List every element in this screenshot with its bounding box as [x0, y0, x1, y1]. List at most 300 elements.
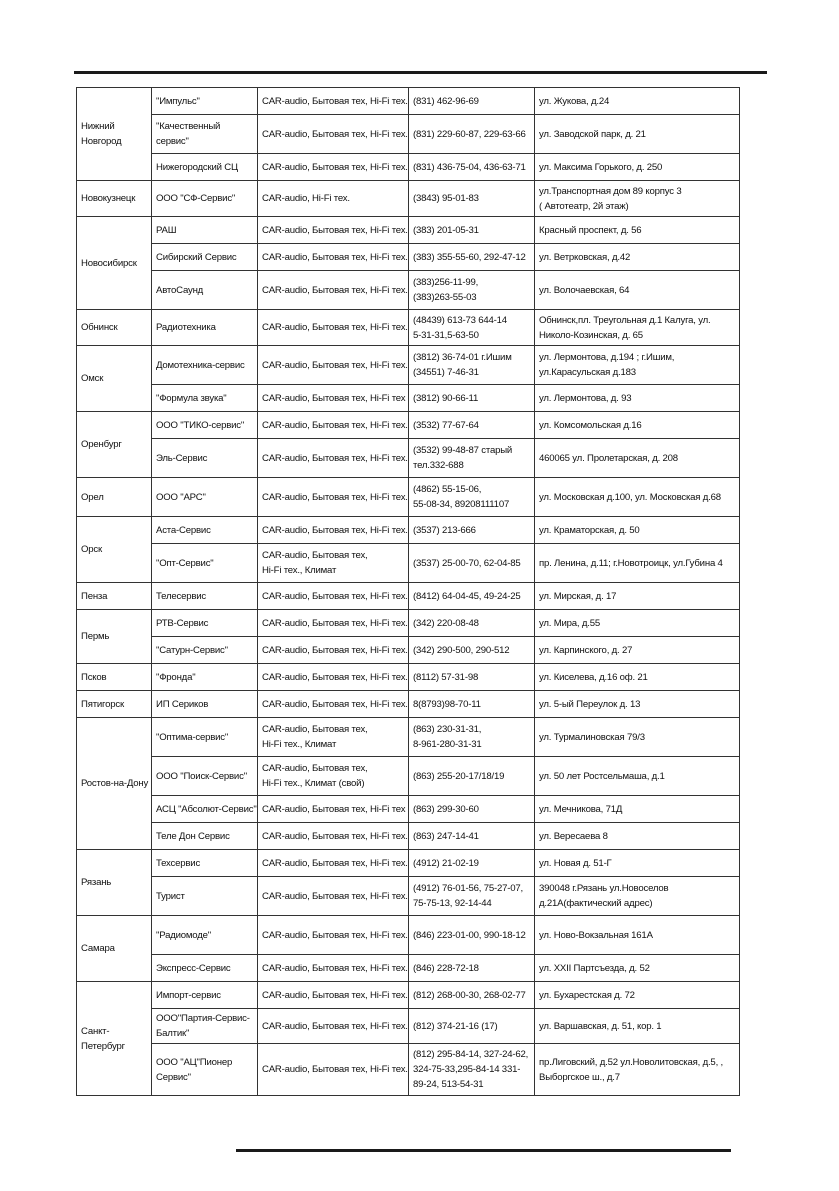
city-cell	[77, 610, 152, 664]
equipment-type: CAR-audio, Бытовая тех, Hi-Fi тех.	[262, 359, 408, 371]
service-name: ООО "АЦ"Пионер	[156, 1056, 233, 1068]
service-name-cell	[152, 115, 258, 154]
address: 390048 г.Рязань ул.Новоселов	[539, 883, 669, 894]
phone-numbers-cell	[409, 217, 535, 244]
equipment-type: CAR-audio, Бытовая тех,	[262, 724, 368, 735]
address: ул. Вересаева 8	[539, 830, 608, 842]
service-name-cell	[152, 478, 258, 517]
address-cell	[535, 310, 740, 346]
city-name: Обнинск	[81, 322, 118, 333]
equipment-type-cell	[258, 718, 409, 757]
phone-numbers: (8412) 64-04-45, 49-24-25	[413, 590, 521, 602]
phone-numbers: (3812) 90-66-11	[413, 392, 479, 404]
city-cell	[77, 181, 152, 217]
table-row	[77, 115, 740, 154]
equipment-type-cell	[258, 154, 409, 181]
phone-numbers-cell	[409, 982, 535, 1009]
city-name: Омск	[81, 373, 104, 384]
city-name: Нижний	[81, 121, 115, 132]
equipment-type: CAR-audio, Бытовая тех, Hi-Fi тех.	[262, 830, 408, 842]
city-name: Оренбург	[81, 439, 122, 450]
service-name: Балтик"	[156, 1028, 190, 1039]
address: 460065 ул. Пролетарская, д. 208	[539, 452, 678, 464]
phone-numbers: 75-75-13, 92-14-44	[413, 898, 492, 909]
service-name: Радиотехника	[156, 322, 216, 333]
phone-numbers-cell	[409, 544, 535, 583]
phone-numbers: 89-24, 513-54-31	[413, 1079, 484, 1090]
service-name: Экспресс-Сервис	[156, 962, 231, 974]
city-name: Петербург	[81, 1040, 125, 1052]
equipment-type: CAR-audio, Бытовая тех,	[262, 763, 368, 774]
service-name-cell	[152, 1009, 258, 1044]
equipment-type: CAR-audio, Бытовая тех, Hi-Fi тех.	[262, 524, 408, 536]
city-cell	[77, 217, 152, 310]
city-cell	[77, 982, 152, 1096]
service-name: Эль-Сервис	[156, 452, 208, 464]
address-cell	[535, 412, 740, 439]
service-name-cell	[152, 955, 258, 982]
table-row	[77, 664, 740, 691]
phone-numbers: (863) 247-14-41	[413, 830, 479, 842]
phone-numbers: (3537) 25-00-70, 62-04-85	[413, 557, 521, 569]
address: ул. 50 лет Ростсельмаша, д.1	[539, 770, 665, 782]
service-name: ООО "ТИКО-сервис"	[156, 419, 245, 431]
phone-numbers: (831) 462-96-69	[413, 95, 479, 107]
service-name: Домотехника-сервис	[156, 359, 245, 371]
equipment-type: CAR-audio, Бытовая тех, Hi-Fi тех.	[262, 322, 408, 333]
service-name-cell	[152, 637, 258, 664]
equipment-type-cell	[258, 691, 409, 718]
service-name-cell	[152, 310, 258, 346]
service-name: Сервис"	[156, 1071, 191, 1083]
table-row	[77, 610, 740, 637]
city-name: Пенза	[81, 590, 108, 602]
equipment-type-cell	[258, 517, 409, 544]
city-name: Пермь	[81, 631, 110, 642]
address: ул. Заводской парк, д. 21	[539, 128, 646, 140]
service-name-cell	[152, 244, 258, 271]
equipment-type-cell	[258, 982, 409, 1009]
service-name-cell	[152, 412, 258, 439]
service-name: АвтоСаунд	[156, 284, 204, 296]
address: ул. Новая д. 51-Г	[539, 857, 612, 869]
service-name: ИП Сериков	[156, 698, 209, 710]
equipment-type-cell	[258, 244, 409, 271]
address: Красный проспект, д. 56	[539, 224, 642, 236]
address: ул. Ново-Вокзальная 161А	[539, 929, 653, 941]
address: пр.Лиговский, д.52 ул.Новолитовская, д.5, ,	[539, 1056, 723, 1068]
phone-numbers-cell	[409, 181, 535, 217]
phone-numbers: (4862) 55-15-06,	[413, 484, 482, 495]
phone-numbers: (342) 290-500, 290-512	[413, 644, 510, 656]
phone-numbers-cell	[409, 1009, 535, 1044]
table-row	[77, 271, 740, 310]
address-cell	[535, 823, 740, 850]
phone-numbers-cell	[409, 346, 535, 385]
table-row	[77, 310, 740, 346]
service-name: "Сатурн-Сервис"	[156, 644, 228, 656]
table-row	[77, 412, 740, 439]
phone-numbers-cell	[409, 583, 535, 610]
equipment-type: CAR-audio, Бытовая тех, Hi-Fi тех.	[262, 989, 408, 1001]
table-row	[77, 796, 740, 823]
city-cell	[77, 517, 152, 583]
equipment-type: CAR-audio, Бытовая тех, Hi-Fi тех.	[262, 419, 408, 431]
city-cell	[77, 478, 152, 517]
equipment-type: CAR-audio, Бытовая тех, Hi-Fi тех.	[262, 251, 408, 263]
phone-numbers: (383)256-11-99,	[413, 277, 479, 288]
address: ул.Карасульская д.183	[539, 367, 636, 378]
equipment-type-cell	[258, 385, 409, 412]
phone-numbers-cell	[409, 154, 535, 181]
address: ул. Максима Горького, д. 250	[539, 161, 663, 173]
equipment-type-cell	[258, 796, 409, 823]
city-name: Ростов-на-Дону	[81, 778, 149, 789]
address-cell	[535, 1044, 740, 1096]
equipment-type: CAR-audio, Бытовая тех, Hi-Fi тех.	[262, 644, 408, 656]
phone-numbers: 55-08-34, 89208111107	[413, 499, 510, 510]
table-row	[77, 181, 740, 217]
address: ул. Мечникова, 71Д	[539, 803, 623, 815]
service-name: Телесервис	[156, 590, 206, 602]
phone-numbers-cell	[409, 412, 535, 439]
service-name: "Качественный	[156, 121, 221, 132]
city-cell	[77, 916, 152, 982]
service-name-cell	[152, 718, 258, 757]
city-name: Орел	[81, 491, 104, 503]
phone-numbers: (342) 220-08-48	[413, 617, 479, 629]
address: ул. Лермонтова, д. 93	[539, 392, 632, 404]
service-name-cell	[152, 823, 258, 850]
equipment-type: CAR-audio, Бытовая тех, Hi-Fi тех.	[262, 962, 408, 974]
phone-numbers: (48439) 613-73 644-14	[413, 314, 507, 326]
equipment-type-cell	[258, 217, 409, 244]
table-row	[77, 691, 740, 718]
equipment-type: CAR-audio, Бытовая тех, Hi-Fi тех.	[262, 1020, 408, 1032]
service-name: Теле Дон Сервис	[156, 830, 230, 842]
service-name-cell	[152, 271, 258, 310]
phone-numbers: (846) 223-01-00, 990-18-12	[413, 929, 526, 941]
table-row	[77, 217, 740, 244]
address-cell	[535, 244, 740, 271]
city-name: Новокузнецк	[81, 193, 136, 204]
table-row	[77, 583, 740, 610]
phone-numbers: (3537) 213-666	[413, 524, 476, 536]
address: ул. Волочаевская, 64	[539, 284, 630, 296]
service-name-cell	[152, 916, 258, 955]
city-name: Орск	[81, 544, 102, 555]
phone-numbers: (4912) 76-01-56, 75-27-07,	[413, 883, 524, 894]
phone-numbers-cell	[409, 757, 535, 796]
city-cell	[77, 583, 152, 610]
service-name-cell	[152, 181, 258, 217]
service-name: ООО "СФ-Сервис"	[156, 193, 236, 204]
address: ул. Варшавская, д. 51, кор. 1	[539, 1020, 662, 1032]
city-cell	[77, 664, 152, 691]
service-name: АСЦ "Абсолют-Сервис"	[156, 803, 257, 815]
table-row	[77, 955, 740, 982]
city-name: Санкт-	[81, 1025, 110, 1037]
equipment-type-cell	[258, 1009, 409, 1044]
phone-numbers: (383) 201-05-31	[413, 224, 479, 236]
phone-numbers-cell	[409, 637, 535, 664]
service-name-cell	[152, 796, 258, 823]
equipment-type: Hi-Fi тех., Климат	[262, 739, 337, 750]
table-row	[77, 823, 740, 850]
table-row	[77, 1009, 740, 1044]
phone-numbers-cell	[409, 877, 535, 916]
address-cell	[535, 757, 740, 796]
phone-numbers-cell	[409, 115, 535, 154]
service-name: РТВ-Сервис	[156, 617, 209, 629]
equipment-type-cell	[258, 823, 409, 850]
phone-numbers-cell	[409, 916, 535, 955]
city-cell	[77, 412, 152, 478]
address: ул. Комсомольская д.16	[539, 419, 642, 431]
address-cell	[535, 610, 740, 637]
phone-numbers-cell	[409, 691, 535, 718]
equipment-type: CAR-audio, Бытовая тех, Hi-Fi тех.	[262, 617, 408, 629]
phone-numbers-cell	[409, 310, 535, 346]
table-row	[77, 637, 740, 664]
phone-numbers-cell	[409, 439, 535, 478]
service-name: ООО"Партия-Сервис-	[156, 1013, 250, 1024]
phone-numbers: (863) 230-31-31,	[413, 724, 482, 735]
table-row	[77, 385, 740, 412]
service-name-cell	[152, 517, 258, 544]
address-cell	[535, 796, 740, 823]
address-cell	[535, 583, 740, 610]
phone-numbers: (383) 355-55-60, 292-47-12	[413, 251, 526, 263]
address: ул. Лермонтова, д.194 ; г.Ишим,	[539, 352, 675, 363]
phone-numbers: (34551) 7-46-31	[413, 367, 479, 378]
city-cell	[77, 346, 152, 412]
address: ( Автотеатр, 2й этаж)	[539, 200, 629, 212]
service-name: ООО "АРС"	[156, 491, 206, 503]
table-row	[77, 544, 740, 583]
address-cell	[535, 664, 740, 691]
service-name-cell	[152, 385, 258, 412]
city-name: Новосибирск	[81, 257, 137, 269]
equipment-type-cell	[258, 478, 409, 517]
address: Николо-Козинская, д. 65	[539, 329, 643, 341]
address: ул. Бухарестская д. 72	[539, 989, 635, 1001]
phone-numbers-cell	[409, 385, 535, 412]
service-name: "Опт-Сервис"	[156, 557, 214, 569]
equipment-type: CAR-audio, Бытовая тех, Hi-Fi тех.	[262, 890, 408, 902]
service-name-cell	[152, 877, 258, 916]
service-name: ООО "Поиск-Сервис"	[156, 770, 247, 782]
city-name: Новгород	[81, 136, 122, 147]
address: Обнинск,пл. Треугольная д.1 Калуга, ул.	[539, 314, 711, 326]
equipment-type: Hi-Fi тех., Климат	[262, 565, 337, 576]
service-name-cell	[152, 757, 258, 796]
service-name: "Радиомоде"	[156, 929, 211, 941]
equipment-type-cell	[258, 439, 409, 478]
address-cell	[535, 88, 740, 115]
service-centers-table-body	[77, 88, 740, 1096]
address: ул.Транспортная дом 89 корпус 3	[539, 185, 682, 197]
address: ул. Киселева, д.16 оф. 21	[539, 671, 648, 683]
phone-numbers: (831) 436-75-04, 436-63-71	[413, 161, 526, 173]
address: ул. Московская д.100, ул. Московская д.68	[539, 491, 721, 503]
equipment-type-cell	[258, 115, 409, 154]
equipment-type-cell	[258, 1044, 409, 1096]
phone-numbers-cell	[409, 1044, 535, 1096]
address-cell	[535, 346, 740, 385]
table-row	[77, 244, 740, 271]
service-name: Турист	[156, 890, 185, 902]
city-name: Пятигорск	[81, 698, 124, 710]
address-cell	[535, 544, 740, 583]
service-name: "Формула звука"	[156, 392, 227, 404]
address: ул. Карпинского, д. 27	[539, 644, 633, 656]
address: ул. XXII Партсъезда, д. 52	[539, 962, 650, 974]
table-row	[77, 718, 740, 757]
table-row	[77, 916, 740, 955]
equipment-type: CAR-audio, Hi-Fi тех.	[262, 193, 350, 204]
phone-numbers-cell	[409, 517, 535, 544]
address: ул. Краматорская, д. 50	[539, 524, 640, 536]
equipment-type-cell	[258, 412, 409, 439]
service-name-cell	[152, 850, 258, 877]
phone-numbers-cell	[409, 610, 535, 637]
service-name: РАШ	[156, 224, 177, 236]
table-row	[77, 346, 740, 385]
address-cell	[535, 982, 740, 1009]
address-cell	[535, 637, 740, 664]
address-cell	[535, 271, 740, 310]
address-cell	[535, 439, 740, 478]
equipment-type-cell	[258, 346, 409, 385]
table-row	[77, 478, 740, 517]
address-cell	[535, 718, 740, 757]
phone-numbers: (863) 299-30-60	[413, 803, 479, 815]
table-row	[77, 517, 740, 544]
address-cell	[535, 955, 740, 982]
service-name: Техсервис	[156, 857, 201, 869]
table-row	[77, 154, 740, 181]
phone-numbers-cell	[409, 244, 535, 271]
table-row	[77, 757, 740, 796]
address-cell	[535, 154, 740, 181]
equipment-type: CAR-audio, Бытовая тех, Hi-Fi тех.	[262, 452, 408, 464]
service-name-cell	[152, 982, 258, 1009]
phone-numbers: (383)263-55-03	[413, 292, 477, 303]
equipment-type: CAR-audio, Бытовая тех, Hi-Fi тех.	[262, 590, 408, 602]
phone-numbers: (8112) 57-31-98	[413, 671, 479, 683]
equipment-type: CAR-audio, Бытовая тех, Hi-Fi тех.	[262, 857, 408, 869]
phone-numbers: 8-961-280-31-31	[413, 739, 482, 750]
service-centers-table	[76, 87, 740, 1096]
city-cell	[77, 691, 152, 718]
phone-numbers: 8(8793)98-70-11	[413, 698, 481, 710]
address-cell	[535, 385, 740, 412]
phone-numbers: (3812) 36-74-01 г.Ишим	[413, 352, 512, 363]
address: ул. Жукова, д.24	[539, 95, 610, 107]
phone-numbers: (3843) 95-01-83	[413, 193, 479, 204]
table-row	[77, 877, 740, 916]
table-row	[77, 88, 740, 115]
phone-numbers: (4912) 21-02-19	[413, 857, 479, 869]
service-name-cell	[152, 544, 258, 583]
equipment-type: CAR-audio, Бытовая тех, Hi-Fi тех.	[262, 929, 408, 941]
equipment-type-cell	[258, 850, 409, 877]
equipment-type: CAR-audio, Бытовая тех, Hi-Fi тех.	[262, 224, 408, 236]
address: ул. Турмалиновская 79/3	[539, 731, 645, 743]
equipment-type: CAR-audio, Бытовая тех, Hi-Fi тех.	[262, 698, 408, 710]
equipment-type: CAR-audio, Бытовая тех, Hi-Fi тех	[262, 803, 406, 815]
phone-numbers-cell	[409, 955, 535, 982]
top-rule	[74, 71, 767, 74]
equipment-type-cell	[258, 583, 409, 610]
service-name: Нижегородский СЦ	[156, 161, 238, 173]
address-cell	[535, 1009, 740, 1044]
table-row	[77, 439, 740, 478]
equipment-type-cell	[258, 757, 409, 796]
phone-numbers-cell	[409, 823, 535, 850]
equipment-type-cell	[258, 877, 409, 916]
equipment-type-cell	[258, 271, 409, 310]
phone-numbers: (846) 228-72-18	[413, 962, 479, 974]
service-name: Аста-Сервис	[156, 524, 211, 536]
service-name: Сибирский Сервис	[156, 251, 237, 263]
service-name-cell	[152, 217, 258, 244]
bottom-rule	[236, 1149, 731, 1152]
address-cell	[535, 691, 740, 718]
service-name-cell	[152, 154, 258, 181]
service-name-cell	[152, 439, 258, 478]
city-name: Рязань	[81, 877, 112, 888]
phone-numbers: (3532) 99-48-87 старый	[413, 445, 513, 456]
phone-numbers: (812) 295-84-14, 327-24-62,	[413, 1049, 529, 1060]
city-name: Самара	[81, 943, 115, 954]
equipment-type-cell	[258, 955, 409, 982]
phone-numbers: (812) 268-00-30, 268-02-77	[413, 989, 526, 1001]
address: ул. Ветрковская, д.42	[539, 251, 631, 263]
service-name-cell	[152, 691, 258, 718]
address-cell	[535, 850, 740, 877]
address: д.21А(фактический адрес)	[539, 898, 653, 909]
address-cell	[535, 517, 740, 544]
equipment-type: CAR-audio, Бытовая тех, Hi-Fi тех	[262, 392, 406, 404]
phone-numbers-cell	[409, 664, 535, 691]
service-name: "Импульс"	[156, 95, 200, 107]
phone-numbers: тел.332-688	[413, 460, 464, 471]
phone-numbers: (3532) 77-67-64	[413, 419, 479, 431]
address: ул. Мира, д.55	[539, 617, 601, 629]
equipment-type-cell	[258, 181, 409, 217]
phone-numbers-cell	[409, 271, 535, 310]
city-cell	[77, 718, 152, 850]
address-cell	[535, 478, 740, 517]
phone-numbers-cell	[409, 796, 535, 823]
equipment-type: CAR-audio, Бытовая тех, Hi-Fi тех.	[262, 95, 408, 107]
phone-numbers-cell	[409, 850, 535, 877]
service-name-cell	[152, 664, 258, 691]
address-cell	[535, 115, 740, 154]
table-row	[77, 982, 740, 1009]
equipment-type-cell	[258, 664, 409, 691]
city-cell	[77, 88, 152, 181]
equipment-type: CAR-audio, Бытовая тех, Hi-Fi тех.	[262, 491, 408, 503]
equipment-type: CAR-audio, Бытовая тех,	[262, 550, 368, 561]
address: пр. Ленина, д.11; г.Новотроицк, ул.Губина 4	[539, 557, 723, 569]
table-row	[77, 850, 740, 877]
equipment-type: CAR-audio, Бытовая тех, Hi-Fi тех.	[262, 1064, 408, 1075]
phone-numbers: (812) 374-21-16 (17)	[413, 1020, 498, 1032]
service-name-cell	[152, 346, 258, 385]
